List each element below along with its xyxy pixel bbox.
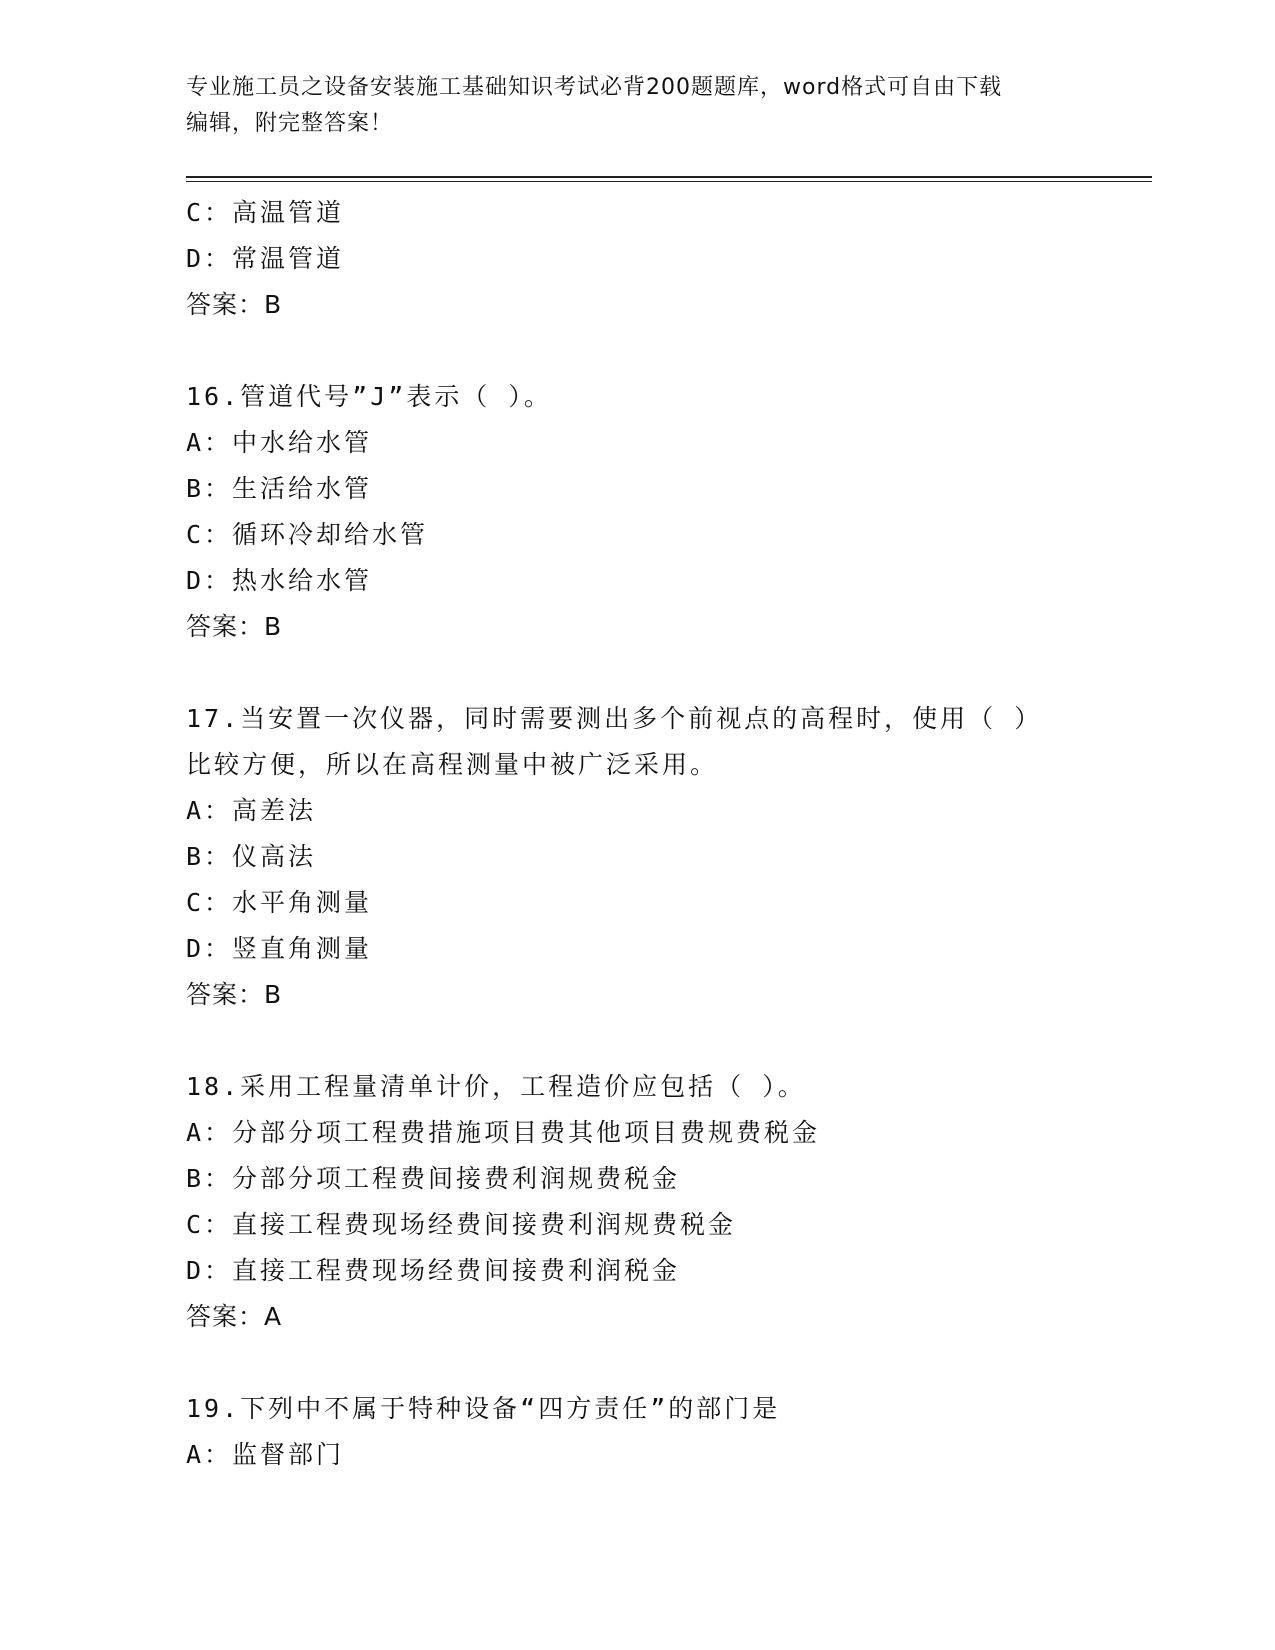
option-c: C：直接工程费现场经费间接费利润规费税金 bbox=[186, 1210, 737, 1239]
header-divider bbox=[186, 176, 1152, 178]
question-stem-continued: 比较方便，所以在高程测量中被广泛采用。 bbox=[186, 750, 719, 779]
answer-line: 答案：B bbox=[186, 980, 283, 1009]
option-a: A：分部分项工程费措施项目费其他项目费规费税金 bbox=[186, 1118, 821, 1147]
option-b: B：分部分项工程费间接费利润规费税金 bbox=[186, 1164, 681, 1193]
option-d: D：直接工程费现场经费间接费利润税金 bbox=[186, 1256, 681, 1285]
question-stem: 16.管道代号”J”表示（ ）。 bbox=[186, 382, 552, 411]
question-stem: 18.采用工程量清单计价，工程造价应包括（ ）。 bbox=[186, 1072, 806, 1101]
question-17 bbox=[186, 696, 1152, 1018]
question-stem: 17.当安置一次仪器，同时需要测出多个前视点的高程时，使用（ ） bbox=[186, 704, 1043, 733]
prev-question bbox=[186, 190, 1152, 328]
document-header bbox=[186, 70, 1066, 142]
option-a: A：监督部门 bbox=[186, 1440, 345, 1469]
header-divider-thin bbox=[186, 181, 1152, 182]
header-line-2: 编辑，附完整答案！ bbox=[186, 111, 394, 136]
option-c: C：高温管道 bbox=[186, 198, 345, 227]
question-list bbox=[186, 190, 1152, 1478]
option-c: C：循环冷却给水管 bbox=[186, 520, 429, 549]
answer-line: 答案：A bbox=[186, 1302, 283, 1331]
answer-line: 答案：B bbox=[186, 290, 283, 319]
option-b: B：生活给水管 bbox=[186, 474, 373, 503]
header-line-1: 专业施工员之设备安装施工基础知识考试必背200题题库，word格式可自由下载 bbox=[186, 75, 1003, 100]
option-a: A：中水给水管 bbox=[186, 428, 373, 457]
answer-line: 答案：B bbox=[186, 612, 283, 641]
question-19 bbox=[186, 1386, 1152, 1478]
option-c: C：水平角测量 bbox=[186, 888, 373, 917]
option-d: D：竖直角测量 bbox=[186, 934, 373, 963]
option-b: B：仪高法 bbox=[186, 842, 317, 871]
question-stem: 19.下列中不属于特种设备“四方责任”的部门是 bbox=[186, 1394, 781, 1423]
question-16 bbox=[186, 374, 1152, 650]
question-18 bbox=[186, 1064, 1152, 1340]
option-d: D：常温管道 bbox=[186, 244, 345, 273]
option-a: A：高差法 bbox=[186, 796, 317, 825]
option-d: D：热水给水管 bbox=[186, 566, 373, 595]
